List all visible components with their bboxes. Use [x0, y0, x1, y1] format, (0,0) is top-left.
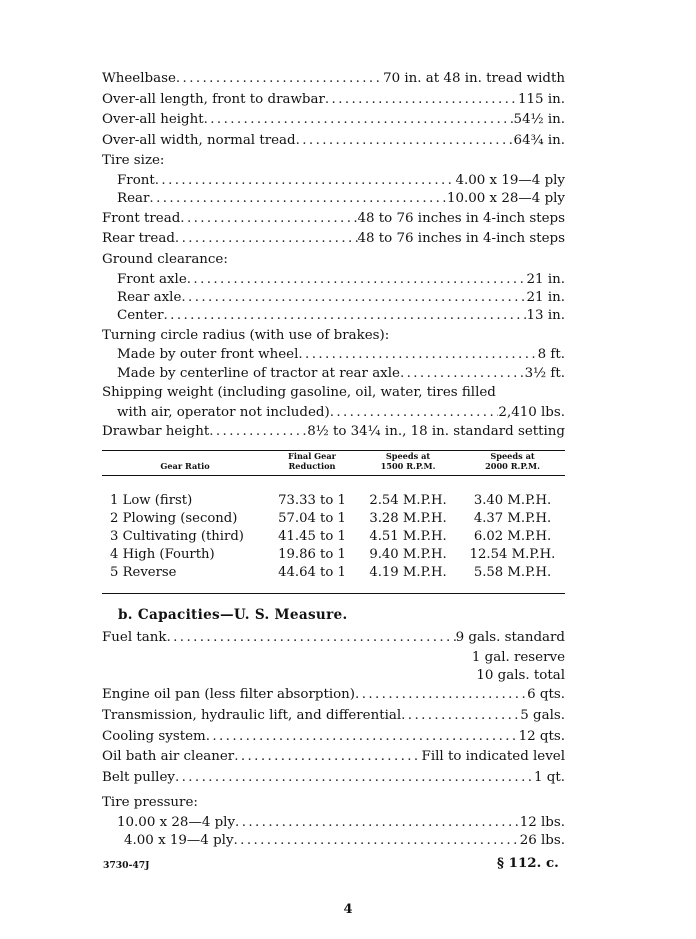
leader-dots: [209, 422, 307, 443]
table-header-row: [102, 452, 565, 476]
spec-value: 13 in.: [526, 308, 565, 324]
speed-2000-cell: 3.40 M.P.H.: [473, 493, 552, 508]
cap-tire-pressure-rear: [102, 814, 565, 832]
leader-dots: [325, 90, 518, 111]
leader-dots: [296, 131, 514, 152]
table-row: [102, 476, 565, 511]
spec-label: Over-all width, normal tread: [102, 132, 296, 148]
reduction-cell: 44.64 to 1: [278, 565, 346, 580]
cap-fuel-total: 10 gals. total: [476, 667, 565, 683]
specifications-list: [102, 69, 565, 443]
spec-label: Cooling system: [102, 728, 206, 744]
spec-value: 48 to 76 inches in 4-inch steps: [357, 231, 565, 247]
spec-label: Over-all height: [102, 112, 204, 128]
spec-value: 70 in. at 48 in. tread width: [383, 71, 565, 86]
speed-2000-cell: 4.37 M.P.H.: [473, 511, 552, 526]
leader-dots: [175, 768, 534, 789]
table-row: [102, 564, 565, 582]
gear-cell: 4 High (Fourth): [110, 547, 215, 562]
reduction-cell: 73.33 to 1: [278, 493, 346, 508]
spec-label: 4.00 x 19—4 ply: [124, 833, 234, 849]
reduction-cell: 41.45 to 1: [278, 529, 346, 544]
leader-dots: [234, 747, 421, 768]
spec-tire-front: [102, 172, 565, 190]
spec-label: Belt pulley: [102, 769, 175, 785]
spec-label: Oil bath air cleaner: [102, 749, 235, 765]
leader-dots: [355, 685, 527, 706]
spec-value: 8½ to 34¼ in., 18 in. standard setting: [307, 424, 565, 440]
spec-value: 1 qt.: [534, 769, 565, 785]
gear-cell: 2 Plowing (second): [110, 511, 238, 526]
cap-fuel-reserve: 1 gal. reserve: [471, 649, 565, 665]
cap-cooling: [102, 727, 565, 748]
spec-label: Rear axle: [117, 289, 182, 305]
spec-clearance-front-axle: [102, 271, 565, 289]
spec-overall-height: [102, 110, 565, 131]
leader-dots: [181, 289, 526, 307]
spec-label: Made by centerline of tractor at rear axle: [117, 365, 400, 381]
spec-label: Front axle: [117, 271, 187, 287]
spec-label: Transmission, hydraulic lift, and differential: [102, 707, 402, 723]
spec-label: Center: [117, 308, 164, 324]
spec-value: 4.00 x 19—4 ply: [455, 172, 565, 188]
spec-label: Rear: [117, 191, 150, 207]
spec-value: 2,410 lbs.: [498, 404, 565, 420]
speed-1500-cell: 2.54 M.P.H.: [369, 493, 447, 508]
spec-label: Drawbar height: [102, 424, 210, 440]
leader-dots: [235, 814, 520, 832]
header-speeds-2000: Speeds at 2000 R.P.M.: [485, 451, 540, 471]
spec-value: 21 in.: [526, 289, 565, 305]
table-row: [102, 510, 565, 528]
leader-dots: [204, 110, 514, 131]
spec-value: 6 qts.: [527, 687, 565, 703]
spec-value: 115 in.: [518, 91, 565, 107]
leader-dots: [155, 172, 456, 190]
spec-value: 12 qts.: [518, 728, 565, 744]
spec-value: 12 lbs.: [519, 814, 565, 830]
tire-size-heading: Tire size:: [102, 153, 165, 169]
spec-label: Over-all length, front to drawbar: [102, 91, 325, 107]
spec-label: Rear tread: [102, 231, 175, 247]
leader-dots: [187, 271, 527, 289]
capacities-list: [102, 628, 565, 851]
spec-value: 64¾ in.: [513, 132, 565, 148]
spec-clearance-center: [102, 307, 565, 325]
cap-belt-pulley: [102, 768, 565, 789]
leader-dots: [400, 365, 525, 383]
document-code: 3730-47J: [103, 860, 150, 871]
header-final-gear-reduction: Final Gear Reduction: [288, 451, 336, 471]
spec-value: 54½ in.: [513, 112, 565, 128]
table-row: [102, 546, 565, 564]
spec-shipping-weight: [102, 404, 565, 422]
section-reference: § 112. c.: [497, 855, 559, 871]
leader-dots: [176, 69, 383, 90]
spec-label: Front tread: [102, 210, 181, 226]
capacities-heading: b. Capacities—U. S. Measure.: [118, 607, 348, 623]
spec-value: 8 ft.: [537, 347, 565, 363]
cap-air-cleaner: [102, 747, 565, 768]
spec-label: Engine oil pan (less filter absorption): [102, 687, 356, 703]
spec-value: 5 gals.: [520, 707, 565, 723]
gear-cell: 1 Low (first): [110, 493, 193, 508]
table-bottom-rule: [102, 593, 565, 594]
cap-fuel-tank: [102, 628, 565, 649]
speed-1500-cell: 9.40 M.P.H.: [369, 547, 447, 562]
leader-dots: [206, 727, 519, 748]
spec-label: Made by outer front wheel: [117, 347, 299, 363]
spec-clearance-rear-axle: [102, 289, 565, 307]
spec-tire-rear: [102, 190, 565, 208]
leader-dots: [149, 190, 447, 208]
speed-1500-cell: 4.19 M.P.H.: [369, 565, 447, 580]
spec-front-tread: [102, 209, 565, 230]
spec-turning-centerline: [102, 365, 565, 383]
speed-1500-cell: 4.51 M.P.H.: [369, 529, 447, 544]
speed-2000-cell: 6.02 M.P.H.: [473, 529, 552, 544]
cap-engine-oil: [102, 685, 565, 706]
leader-dots: [166, 628, 455, 649]
spec-drawbar-height: [102, 422, 565, 443]
table-row: [102, 528, 565, 546]
leader-dots: [175, 229, 358, 250]
shipping-weight-heading: Shipping weight (including gasoline, oil, water, tires filled: [102, 385, 496, 401]
speed-1500-cell: 3.28 M.P.H.: [369, 511, 447, 526]
speed-2000-cell: 5.58 M.P.H.: [473, 565, 552, 580]
spec-value: 3½ ft.: [524, 365, 565, 381]
spec-value: 10.00 x 28—4 ply: [446, 191, 565, 207]
gear-cell: 5 Reverse: [110, 565, 177, 580]
leader-dots: [164, 307, 527, 325]
gear-ratio-table: [102, 452, 565, 582]
ground-clearance-heading: Ground clearance:: [102, 251, 228, 267]
spec-label: Fuel tank: [102, 630, 167, 645]
gear-cell: 3 Cultivating (third): [110, 529, 244, 544]
spec-label: Front: [117, 172, 155, 188]
spec-value: 21 in.: [526, 271, 565, 287]
spec-label: with air, operator not included): [117, 404, 330, 420]
reduction-cell: 57.04 to 1: [278, 511, 346, 526]
leader-dots: [180, 209, 357, 230]
spec-value: 48 to 76 inches in 4-inch steps: [357, 210, 565, 226]
spec-value: 9 gals. standard: [455, 630, 565, 645]
spec-turning-outer-wheel: [102, 346, 565, 364]
spec-rear-tread: [102, 229, 565, 250]
cap-tire-pressure-front: [102, 832, 565, 850]
reduction-cell: 19.86 to 1: [278, 547, 346, 562]
tire-pressure-heading: Tire pressure:: [102, 795, 198, 811]
leader-dots: [234, 832, 520, 850]
turning-circle-heading: Turning circle radius (with use of brakes):: [102, 327, 390, 343]
page-number: 4: [343, 902, 353, 917]
speed-2000-cell: 12.54 M.P.H.: [469, 547, 556, 562]
spec-overall-width: [102, 131, 565, 152]
cap-transmission: [102, 706, 565, 727]
header-gear-ratio: Gear Ratio: [160, 460, 210, 471]
leader-dots: [401, 706, 520, 727]
spec-wheelbase: [102, 69, 565, 90]
leader-dots: [330, 404, 499, 422]
spec-value: Fill to indicated level: [421, 749, 565, 765]
leader-dots: [298, 346, 537, 364]
spec-label: 10.00 x 28—4 ply: [117, 814, 236, 830]
header-speeds-1500: Speeds at 1500 R.P.M.: [380, 451, 436, 471]
spec-value: 26 lbs.: [519, 833, 565, 849]
spec-overall-length: [102, 90, 565, 111]
spec-label: Wheelbase: [102, 71, 176, 86]
